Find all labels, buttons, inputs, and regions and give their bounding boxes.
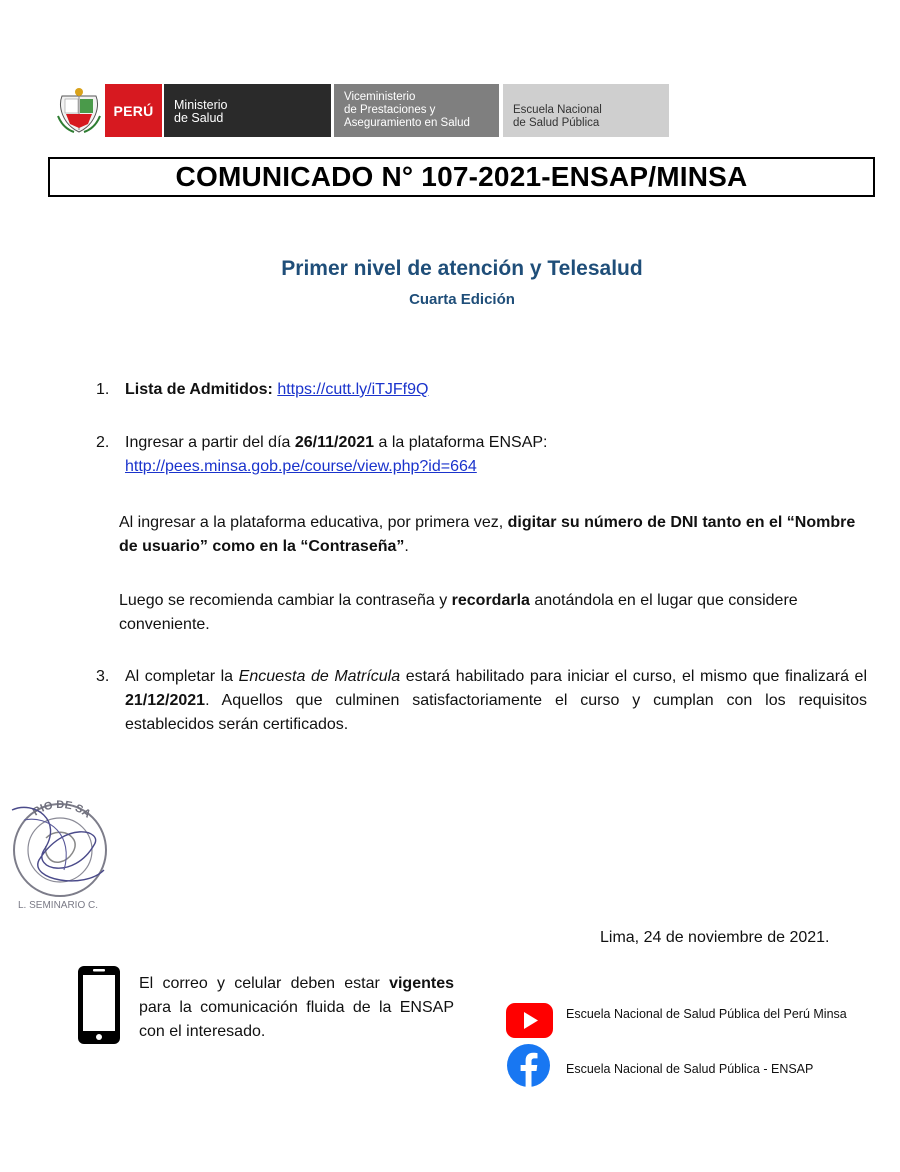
item-2-para-1: [119, 511, 867, 559]
facebook-icon[interactable]: [507, 1044, 550, 1087]
admitted-list-link[interactable]: https://cutt.ly/iTJFf9Q: [277, 381, 429, 398]
vice-line-3: Aseguramiento en Salud: [344, 117, 470, 129]
school-line-1: Escuela Nacional: [513, 104, 602, 116]
contact-note-text-b: para la comunicación fluida de la ENSAP con el interesado.: [139, 999, 454, 1040]
para-2-before: Luego se recomienda cambiar la contraseña y: [119, 592, 452, 609]
platform-link[interactable]: http://pees.minsa.gob.pe/course/view.php?id=664: [125, 458, 477, 475]
para-1-end: .: [404, 538, 409, 555]
ministry-line-1: Ministerio: [174, 98, 228, 112]
smartphone-icon: [77, 965, 121, 1045]
peru-coat-of-arms-icon: [56, 86, 102, 136]
communique-title: COMUNICADO N° 107-2021-ENSAP/MINSA: [175, 161, 748, 192]
vice-line-1: Viceministerio: [344, 91, 416, 103]
item-2-number: 2.: [96, 434, 110, 451]
date-line: Lima, 24 de noviembre de 2021.: [600, 929, 830, 946]
item-2-para-2: [119, 589, 819, 637]
item-3-number: 3.: [96, 668, 110, 685]
vice-line-2: de Prestaciones y: [344, 104, 436, 116]
para-2-after: anotándola en el lugar que considere conveniente.: [119, 592, 798, 633]
ministry-brand-box: [164, 84, 331, 137]
item-3: [125, 665, 867, 737]
item-2: [125, 431, 865, 479]
item-1-number: 1.: [96, 381, 110, 398]
para-1-text: Al ingresar a la plataforma educativa, por primera vez,: [119, 514, 508, 531]
official-seal-signature: [4, 790, 116, 915]
item-2-text-before: Ingresar a partir del día: [125, 434, 295, 451]
item-1-label: Lista de Admitidos:: [125, 381, 273, 398]
item-3-italic: Encuesta de Matrícula: [238, 668, 401, 685]
item-3-text-c: . Aquellos que culminen satisfactoriamente el curso y cumplan con los requisitos establecidos serán certificados.: [125, 692, 867, 733]
communique-title-box: [48, 157, 875, 197]
course-edition: Cuarta Edición: [409, 291, 515, 308]
peru-brand-box: [105, 84, 162, 137]
youtube-channel-name[interactable]: Escuela Nacional de Salud Pública del Perú Minsa: [566, 1007, 847, 1021]
course-title: Primer nivel de atención y Telesalud: [281, 257, 643, 280]
item-3-date: 21/12/2021: [125, 692, 206, 709]
para-1-bold: digitar su número de DNI tanto en el “Nombre de usuario” como en la “Contraseña”: [119, 514, 856, 555]
item-3-text-b: estará habilitado para iniciar el curso, el mismo que finalizará el: [400, 668, 867, 685]
ministry-line-2: de Salud: [174, 111, 224, 125]
facebook-page-name[interactable]: Escuela Nacional de Salud Pública - ENSAP: [566, 1062, 814, 1076]
para-2-bold: recordarla: [451, 592, 530, 609]
viceministry-brand-box: [334, 84, 499, 137]
peru-label: PERÚ: [113, 102, 154, 119]
signature-name: L. SEMINARIO C.: [18, 900, 99, 911]
school-line-2: de Salud Pública: [513, 117, 600, 129]
item-2-date: 26/11/2021: [294, 434, 375, 451]
item-2-text-after: a la plataforma ENSAP:: [374, 434, 548, 451]
item-1: [125, 378, 428, 402]
youtube-icon[interactable]: [506, 1003, 553, 1038]
seal-top-text: RIO DE SA: [30, 798, 93, 821]
item-3-text-a: Al completar la: [125, 668, 239, 685]
contact-note-bold: vigentes: [389, 975, 454, 992]
contact-note-text-a: El correo y celular deben estar: [139, 975, 390, 992]
contact-note: [139, 972, 454, 1044]
school-brand-box: [503, 84, 669, 137]
